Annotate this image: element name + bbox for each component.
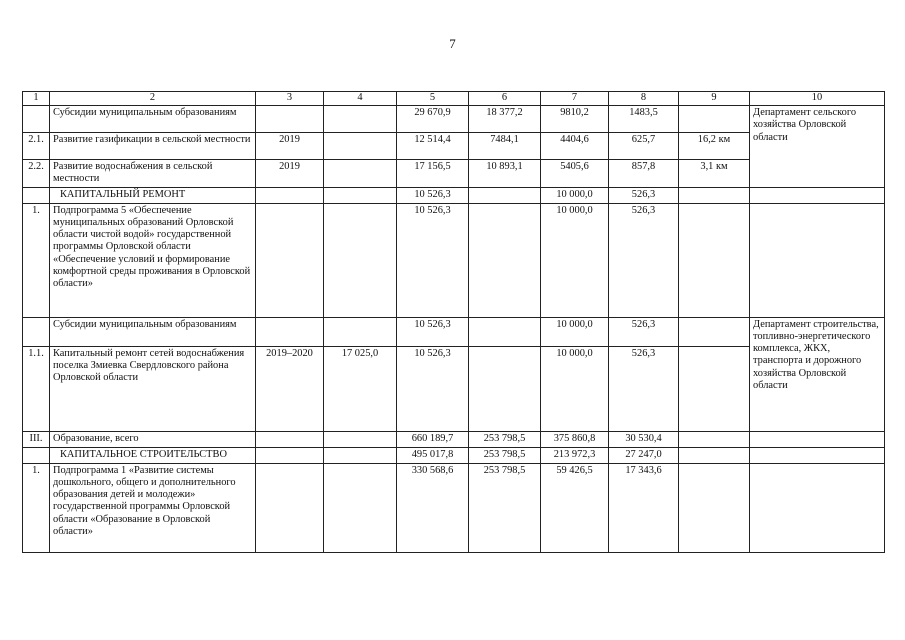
row-name: Подпрограмма 1 «Развитие системы дошкольного, общего и дополнительного образования детей и молодежи» государственной программы Орловской области «Образование в Орловской области» xyxy=(50,463,256,552)
row-number: 1. xyxy=(23,203,50,317)
row-total: 17 156,5 xyxy=(397,160,469,188)
row-name: Развитие водоснабжения в сельской местности xyxy=(50,160,256,188)
row-capacity xyxy=(679,106,750,133)
column-header: 9 xyxy=(679,92,750,106)
column-header: 8 xyxy=(609,92,679,106)
row-cost: 17 025,0 xyxy=(324,346,397,431)
table-row xyxy=(23,187,885,203)
column-header: 1 xyxy=(23,92,50,106)
row-regional: 10 000,0 xyxy=(541,317,609,346)
row-cost xyxy=(324,203,397,317)
row-responsible: Департамент сельского хозяйства Орловской области xyxy=(750,106,885,188)
row-federal: 253 798,5 xyxy=(469,447,541,463)
row-period xyxy=(256,203,324,317)
row-total: 495 017,8 xyxy=(397,447,469,463)
row-federal xyxy=(469,203,541,317)
row-name: Субсидии муниципальным образованиям xyxy=(50,106,256,133)
row-regional: 375 860,8 xyxy=(541,431,609,447)
row-responsible xyxy=(750,187,885,203)
table-row xyxy=(23,106,885,133)
row-local: 526,3 xyxy=(609,317,679,346)
header-row xyxy=(23,92,885,106)
row-name: Подпрограмма 5 «Обеспечение муниципальных образований Орловской области чистой водой» государственной программы Орловской области «Обеспечение условий и формирование комфортной среды проживания в Орловской области» xyxy=(50,203,256,317)
row-number xyxy=(23,187,50,203)
row-local: 526,3 xyxy=(609,187,679,203)
row-local: 1483,5 xyxy=(609,106,679,133)
row-number xyxy=(23,447,50,463)
row-regional: 59 426,5 xyxy=(541,463,609,552)
row-regional: 10 000,0 xyxy=(541,346,609,431)
row-federal xyxy=(469,317,541,346)
row-number: 2.2. xyxy=(23,160,50,188)
row-responsible: Департамент строительства, топливно-энергетического комплекса, ЖКХ, транспорта и дорожного хозяйства Орловской области xyxy=(750,317,885,431)
table-row xyxy=(23,447,885,463)
page-number: 7 xyxy=(449,36,456,51)
row-local: 27 247,0 xyxy=(609,447,679,463)
row-cost xyxy=(324,106,397,133)
column-header: 7 xyxy=(541,92,609,106)
row-number xyxy=(23,106,50,133)
row-capacity xyxy=(679,203,750,317)
table-row xyxy=(23,431,885,447)
row-name: Субсидии муниципальным образованиям xyxy=(50,317,256,346)
row-regional: 10 000,0 xyxy=(541,203,609,317)
row-cost xyxy=(324,447,397,463)
column-header: 2 xyxy=(50,92,256,106)
column-header: 3 xyxy=(256,92,324,106)
row-regional: 10 000,0 xyxy=(541,187,609,203)
row-federal: 18 377,2 xyxy=(469,106,541,133)
row-period: 2019–2020 xyxy=(256,346,324,431)
row-federal xyxy=(469,346,541,431)
row-regional: 9810,2 xyxy=(541,106,609,133)
row-local: 857,8 xyxy=(609,160,679,188)
row-federal: 10 893,1 xyxy=(469,160,541,188)
row-capacity xyxy=(679,447,750,463)
row-cost xyxy=(324,431,397,447)
table-row xyxy=(23,203,885,317)
row-federal: 253 798,5 xyxy=(469,431,541,447)
row-period xyxy=(256,431,324,447)
row-period xyxy=(256,106,324,133)
row-capacity xyxy=(679,317,750,346)
row-total: 12 514,4 xyxy=(397,133,469,160)
row-capacity xyxy=(679,187,750,203)
row-number: 2.1. xyxy=(23,133,50,160)
row-federal: 7484,1 xyxy=(469,133,541,160)
row-cost xyxy=(324,187,397,203)
row-name: КАПИТАЛЬНОЕ СТРОИТЕЛЬСТВО xyxy=(50,447,256,463)
row-cost xyxy=(324,317,397,346)
row-name: Образование, всего xyxy=(50,431,256,447)
row-responsible xyxy=(750,431,885,447)
row-name: Развитие газификации в сельской местности xyxy=(50,133,256,160)
budget-table xyxy=(22,91,885,553)
row-regional: 5405,6 xyxy=(541,160,609,188)
row-period xyxy=(256,463,324,552)
table-row xyxy=(23,463,885,552)
row-local: 625,7 xyxy=(609,133,679,160)
row-federal xyxy=(469,187,541,203)
row-period xyxy=(256,447,324,463)
column-header: 10 xyxy=(750,92,885,106)
row-regional: 4404,6 xyxy=(541,133,609,160)
row-federal: 253 798,5 xyxy=(469,463,541,552)
row-responsible xyxy=(750,463,885,552)
table-row xyxy=(23,317,885,346)
row-number: 1. xyxy=(23,463,50,552)
row-name: КАПИТАЛЬНЫЙ РЕМОНТ xyxy=(50,187,256,203)
row-period xyxy=(256,317,324,346)
row-local: 30 530,4 xyxy=(609,431,679,447)
row-total: 330 568,6 xyxy=(397,463,469,552)
row-name: Капитальный ремонт сетей водоснабжения поселка Змиевка Свердловского района Орловской области xyxy=(50,346,256,431)
row-total: 29 670,9 xyxy=(397,106,469,133)
row-capacity xyxy=(679,463,750,552)
row-total: 10 526,3 xyxy=(397,203,469,317)
row-total: 10 526,3 xyxy=(397,346,469,431)
row-local: 526,3 xyxy=(609,346,679,431)
row-responsible xyxy=(750,203,885,317)
column-header: 4 xyxy=(324,92,397,106)
row-period: 2019 xyxy=(256,133,324,160)
row-cost xyxy=(324,133,397,160)
row-period xyxy=(256,187,324,203)
row-total: 10 526,3 xyxy=(397,187,469,203)
row-cost xyxy=(324,463,397,552)
row-responsible xyxy=(750,447,885,463)
row-local: 17 343,6 xyxy=(609,463,679,552)
row-regional: 213 972,3 xyxy=(541,447,609,463)
row-number xyxy=(23,317,50,346)
row-total: 10 526,3 xyxy=(397,317,469,346)
row-capacity xyxy=(679,346,750,431)
column-header: 6 xyxy=(469,92,541,106)
row-capacity xyxy=(679,431,750,447)
row-period: 2019 xyxy=(256,160,324,188)
row-total: 660 189,7 xyxy=(397,431,469,447)
row-number: 1.1. xyxy=(23,346,50,431)
row-number: III. xyxy=(23,431,50,447)
row-capacity: 3,1 км xyxy=(679,160,750,188)
column-header: 5 xyxy=(397,92,469,106)
row-cost xyxy=(324,160,397,188)
row-capacity: 16,2 км xyxy=(679,133,750,160)
row-local: 526,3 xyxy=(609,203,679,317)
